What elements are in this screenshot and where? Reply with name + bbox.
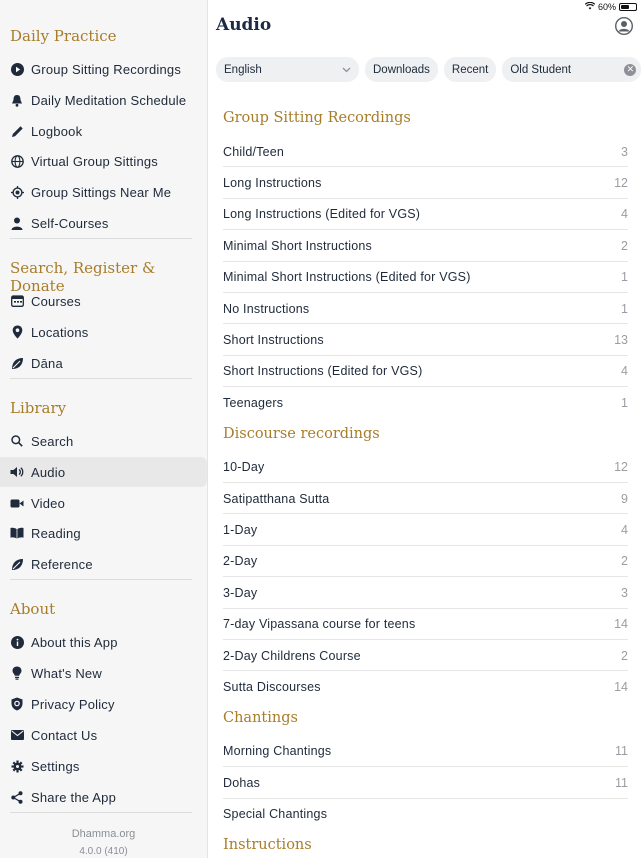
list-item-title: 3-Day — [223, 585, 258, 600]
map-pin-icon — [10, 325, 24, 339]
sidebar — [0, 0, 208, 858]
gear-icon — [10, 759, 24, 773]
sidebar-item-group-sittings-near-me[interactable] — [0, 177, 207, 207]
sidebar-item-virtual-group-sittings[interactable] — [0, 146, 207, 176]
pencil-icon — [10, 124, 24, 138]
sidebar-item-dana[interactable] — [0, 348, 207, 378]
list-item-count: 12 — [614, 176, 628, 191]
list-item[interactable] — [223, 293, 628, 324]
bell-icon — [10, 93, 24, 107]
group-title-chantings: Chantings — [223, 709, 298, 726]
list-item[interactable] — [223, 577, 628, 608]
sidebar-item-self-courses[interactable] — [0, 208, 207, 238]
group-title-group-sitting-recordings: Group Sitting Recordings — [223, 110, 411, 126]
section-title-about: About — [10, 600, 56, 618]
sidebar-item-label: Self-Courses — [31, 215, 109, 231]
leaf-icon — [10, 557, 24, 571]
sidebar-item-reading[interactable] — [0, 518, 207, 548]
divider — [10, 238, 192, 239]
sidebar-item-courses[interactable] — [0, 286, 207, 316]
list-item[interactable] — [223, 767, 628, 798]
list-item-count: 4 — [621, 523, 628, 538]
speaker-icon — [10, 465, 24, 479]
info-icon — [10, 635, 24, 649]
list-item-title: 7-day Vipassana course for teens — [223, 617, 416, 632]
sidebar-item-share-the-app[interactable] — [0, 782, 207, 812]
footer-version: 4.0.0 (410) — [79, 846, 128, 857]
list-item-title: Short Instructions (Edited for VGS) — [223, 364, 423, 379]
list-item[interactable] — [223, 640, 628, 671]
list-item-count: 13 — [614, 333, 628, 348]
sidebar-item-about-this-app[interactable] — [0, 627, 207, 657]
old-student-filter[interactable] — [502, 57, 641, 82]
sidebar-item-label: Privacy Policy — [31, 696, 115, 712]
list-item[interactable] — [223, 546, 628, 577]
list-item-count: 4 — [621, 364, 628, 379]
sidebar-item-reference[interactable] — [0, 549, 207, 579]
list-item-count: 11 — [615, 744, 628, 759]
book-icon — [10, 526, 24, 540]
location-target-icon — [10, 185, 24, 199]
chevron-down-icon — [342, 64, 351, 76]
list-item[interactable] — [223, 199, 628, 230]
sidebar-item-logbook[interactable] — [0, 116, 207, 146]
list-item-title: Short Instructions — [223, 333, 324, 348]
account-icon[interactable] — [615, 17, 633, 35]
sidebar-item-search[interactable] — [0, 426, 207, 456]
filter-bar — [216, 57, 641, 82]
list-item-title: Long Instructions (Edited for VGS) — [223, 207, 421, 222]
sidebar-item-label: Courses — [31, 293, 81, 309]
sidebar-item-label: Logbook — [31, 123, 83, 139]
recent-filter[interactable]: Recent — [444, 57, 496, 82]
list-item-count: 2 — [621, 554, 628, 569]
list-item-title: 2-Day — [223, 554, 258, 569]
list-item[interactable] — [223, 387, 628, 418]
list-item-count: 4 — [621, 207, 628, 222]
list-item-title: Teenagers — [223, 395, 284, 410]
list-item-count: 3 — [621, 144, 628, 159]
list-item-title: Special Chantings — [223, 807, 328, 822]
sidebar-item-label: Dāna — [31, 355, 63, 371]
section-title-daily-practice: Daily Practice — [10, 27, 117, 45]
list-item-count: 1 — [621, 301, 628, 316]
sidebar-item-label: Share the App — [31, 789, 116, 805]
leaf-icon — [10, 356, 24, 370]
list-item-title: No Instructions — [223, 301, 310, 316]
play-circle-icon — [10, 62, 24, 76]
search-icon — [10, 434, 24, 448]
sidebar-item-label: Daily Meditation Schedule — [31, 92, 187, 108]
list-item[interactable] — [223, 514, 628, 545]
group-title-discourse-recordings: Discourse recordings — [223, 425, 380, 442]
sidebar-item-video[interactable] — [0, 488, 207, 518]
sidebar-item-label: Settings — [31, 758, 80, 774]
sidebar-item-label: Contact Us — [31, 727, 98, 743]
sidebar-item-label: Video — [31, 495, 66, 511]
battery-percent: 60% — [597, 2, 616, 12]
list-item-count: 2 — [621, 238, 628, 253]
list-item-title: Morning Chantings — [223, 744, 332, 759]
envelope-icon — [10, 728, 24, 742]
sidebar-item-label: Virtual Group Sittings — [31, 153, 158, 169]
list-item[interactable] — [223, 230, 628, 261]
list-item[interactable] — [223, 262, 628, 293]
sidebar-item-label: Locations — [31, 324, 89, 340]
list-item[interactable] — [223, 483, 628, 514]
main-content — [208, 0, 643, 858]
list-item-count: 9 — [621, 491, 628, 506]
shield-lock-icon — [10, 697, 24, 711]
footer-site[interactable]: Dhamma.org — [71, 828, 136, 840]
old-student-label: Old Student — [510, 63, 572, 76]
list-item-title: Long Instructions — [223, 176, 322, 191]
list-item[interactable] — [223, 671, 628, 702]
list-item-count: 3 — [621, 585, 628, 600]
list-item-count: 14 — [614, 680, 628, 695]
sidebar-item-label: Group Sittings Near Me — [31, 184, 172, 200]
sidebar-item-locations[interactable] — [0, 317, 207, 347]
list-item-title: Minimal Short Instructions — [223, 238, 372, 253]
sidebar-item-whats-new[interactable] — [0, 658, 207, 688]
list-item-title: 10-Day — [223, 460, 265, 475]
page-title: Audio — [216, 15, 272, 35]
list-item[interactable] — [223, 356, 628, 387]
list-item-title: Satipatthana Sutta — [223, 491, 330, 506]
list-item-count: 2 — [621, 648, 628, 663]
globe-icon — [10, 154, 24, 168]
sidebar-item-contact-us[interactable] — [0, 720, 207, 750]
list-item[interactable] — [223, 167, 628, 198]
sidebar-item-label: Reading — [31, 525, 81, 541]
list-item-title: Sutta Discourses — [223, 680, 321, 695]
downloads-filter[interactable]: Downloads — [365, 57, 438, 82]
sidebar-item-daily-meditation-schedule[interactable] — [0, 85, 207, 115]
sidebar-item-label: About this App — [31, 634, 118, 650]
calendar-icon — [10, 294, 24, 308]
list-item[interactable] — [223, 609, 628, 640]
language-select[interactable] — [216, 57, 359, 82]
list-item-count: 14 — [614, 617, 628, 632]
sidebar-item-label: Audio — [31, 464, 66, 480]
clear-filter-icon[interactable]: ✕ — [624, 64, 636, 76]
lightbulb-icon — [10, 666, 24, 680]
list-item-title: Child/Teen — [223, 144, 285, 159]
list-item-count: 11 — [615, 775, 628, 790]
language-value: English — [224, 63, 262, 76]
list-item-title: Minimal Short Instructions (Edited for VGS) — [223, 270, 471, 285]
list-item[interactable] — [223, 452, 628, 483]
list-item-count: 1 — [621, 395, 628, 410]
section-title-search-register-donate: Search, Register & Donate — [10, 259, 156, 295]
sidebar-item-audio[interactable] — [0, 457, 207, 487]
list-item-count: 12 — [614, 460, 628, 475]
list-item[interactable] — [223, 136, 628, 167]
sidebar-item-label: Reference — [31, 556, 93, 572]
sidebar-item-privacy-policy[interactable] — [0, 689, 207, 719]
person-icon — [10, 216, 24, 230]
sidebar-item-label: What's New — [31, 665, 102, 681]
sidebar-item-label: Search — [31, 433, 74, 449]
section-title-library: Library — [10, 399, 67, 417]
list-item-title: Dohas — [223, 775, 261, 790]
sidebar-item-label: Group Sitting Recordings — [31, 61, 182, 77]
sidebar-item-group-sitting-recordings[interactable] — [0, 54, 207, 84]
divider — [10, 579, 192, 580]
sidebar-item-settings[interactable] — [0, 751, 207, 781]
group-title-instructions: Instructions — [223, 837, 312, 853]
video-camera-icon — [10, 496, 24, 510]
list-item-title: 1-Day — [223, 523, 258, 538]
list-item[interactable] — [223, 799, 628, 830]
list-item[interactable] — [223, 324, 628, 355]
share-icon — [10, 790, 24, 804]
list-item[interactable] — [223, 736, 628, 767]
list-item-title: 2-Day Childrens Course — [223, 648, 361, 663]
divider — [10, 812, 192, 813]
list-item-count: 1 — [621, 270, 628, 285]
divider — [10, 378, 192, 379]
